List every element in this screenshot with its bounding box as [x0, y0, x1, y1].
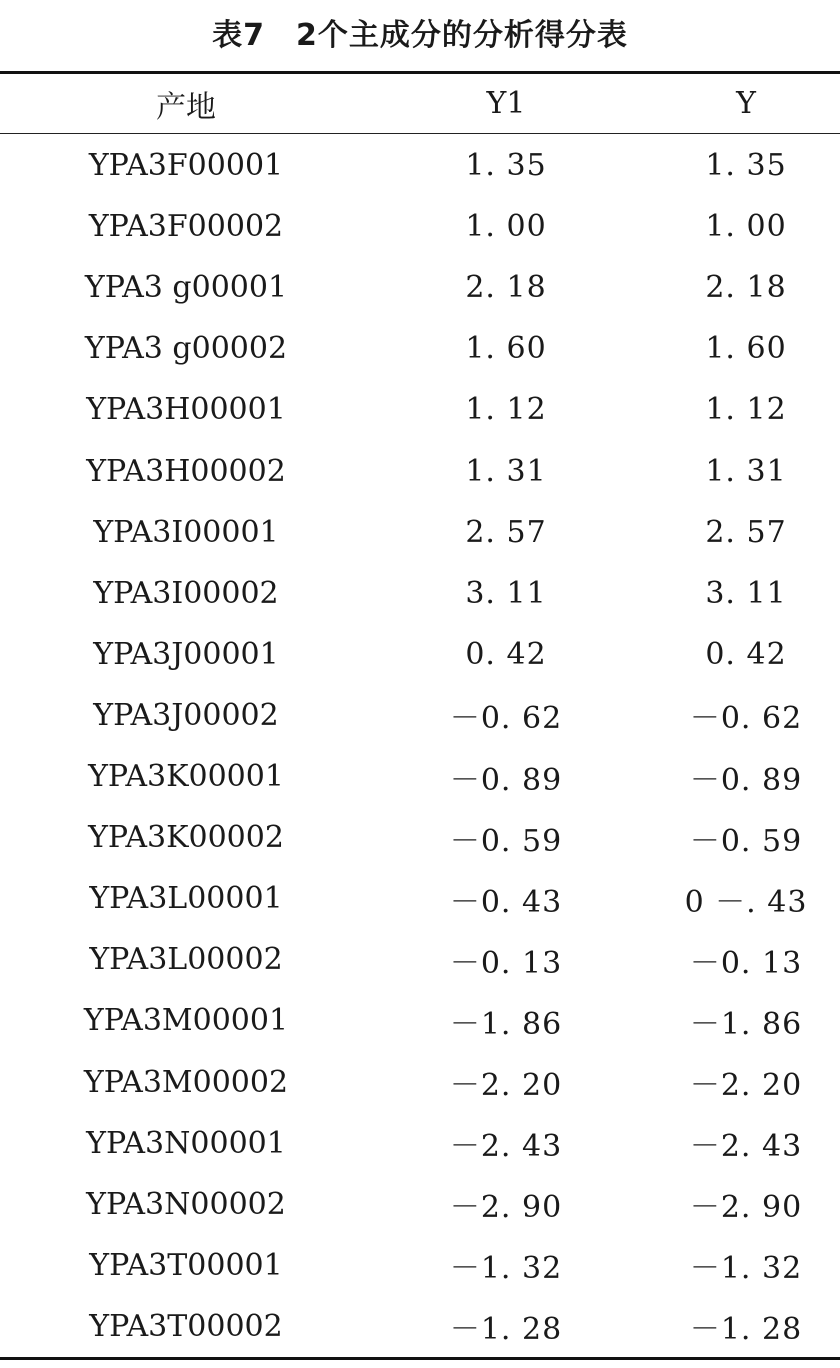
- cell-y1: －2. 43: [449, 1129, 563, 1165]
- cell-y1: －1. 28: [449, 1312, 563, 1348]
- cell-y1: －2. 20: [449, 1068, 563, 1103]
- cell-y1: －1. 32: [449, 1251, 563, 1287]
- cell-origin: YPA3I00001: [93, 514, 279, 550]
- header-rule: [0, 133, 840, 134]
- table-row: [0, 502, 840, 563]
- cell-y: 0. 42: [705, 636, 787, 672]
- cell-origin: YPA3T00001: [89, 1247, 283, 1283]
- bottom-rule: [0, 1357, 840, 1360]
- cell-origin: YPA3N00001: [86, 1125, 286, 1161]
- cell-y1: 3. 11: [465, 575, 547, 611]
- cell-y: －2. 43: [689, 1129, 803, 1165]
- cell-y: 1. 12: [705, 392, 787, 428]
- cell-y1: －0. 62: [449, 701, 563, 737]
- cell-origin: YPA3L00002: [89, 942, 283, 978]
- cell-y: 0 －. 43: [684, 884, 808, 920]
- table-row: [0, 196, 840, 257]
- cell-origin: YPA3M00001: [83, 1003, 289, 1039]
- table-row: [0, 379, 840, 440]
- table-row: [0, 624, 840, 685]
- cell-origin: YPA3J00001: [93, 636, 279, 672]
- cell-y: －0. 89: [689, 762, 803, 798]
- cell-y: －1. 86: [689, 1006, 803, 1042]
- cell-origin: YPA3 g00002: [84, 331, 288, 367]
- table-row: [0, 563, 840, 624]
- table-row: [0, 318, 840, 379]
- cell-origin: YPA3T00002: [89, 1308, 283, 1344]
- header-origin: 产地: [156, 89, 216, 125]
- cell-y1: 0. 42: [465, 636, 547, 672]
- cell-y: 1. 31: [705, 453, 787, 489]
- table-row: [0, 868, 840, 929]
- cell-y1: 1. 60: [465, 331, 547, 367]
- cell-y: 1. 35: [705, 148, 787, 183]
- cell-origin: YPA3L00001: [89, 881, 283, 917]
- cell-origin: YPA3H00002: [86, 453, 286, 489]
- cell-origin: YPA3I00002: [93, 575, 279, 611]
- table-title: 表7 2个主成分的分析得分表: [212, 18, 628, 53]
- table-row: [0, 1174, 840, 1235]
- cell-y: －2. 90: [689, 1190, 803, 1226]
- table-row: [0, 257, 840, 318]
- header-y: Y: [736, 86, 756, 121]
- header-y1: Y1: [486, 86, 526, 121]
- table-row: [0, 1052, 840, 1113]
- table-row: [0, 1113, 840, 1174]
- cell-y1: －0. 59: [449, 823, 563, 859]
- cell-y: －0. 13: [689, 945, 803, 981]
- cell-y: －0. 59: [689, 823, 803, 859]
- cell-y1: 2. 18: [465, 270, 547, 306]
- table-row: [0, 929, 840, 990]
- table-row: [0, 685, 840, 746]
- table-row: [0, 135, 840, 196]
- cell-y1: 1. 12: [465, 392, 547, 428]
- cell-origin: YPA3J00002: [93, 697, 279, 733]
- cell-y: －1. 28: [689, 1312, 803, 1348]
- table-row: [0, 1235, 840, 1296]
- table-row: [0, 1296, 840, 1357]
- cell-y: 3. 11: [705, 575, 787, 611]
- cell-y: －0. 62: [689, 701, 803, 737]
- cell-y: －2. 20: [689, 1068, 803, 1103]
- table-row: [0, 990, 840, 1051]
- cell-y1: 1. 31: [465, 453, 547, 489]
- cell-y1: 1. 00: [465, 209, 547, 245]
- table-row: [0, 807, 840, 868]
- cell-y1: －2. 90: [449, 1190, 563, 1226]
- cell-y: －1. 32: [689, 1251, 803, 1287]
- cell-origin: YPA3H00001: [86, 392, 286, 428]
- cell-origin: YPA3N00002: [86, 1186, 286, 1222]
- cell-y1: －1. 86: [449, 1006, 563, 1042]
- cell-origin: YPA3M00002: [83, 1064, 289, 1100]
- cell-y1: 1. 35: [465, 148, 547, 183]
- cell-y1: －0. 13: [449, 945, 563, 981]
- cell-y1: －0. 89: [449, 762, 563, 798]
- cell-origin: YPA3K00001: [88, 759, 284, 794]
- table-row: [0, 441, 840, 502]
- table-row: [0, 746, 840, 807]
- cell-origin: YPA3 g00001: [84, 270, 288, 306]
- cell-y1: －0. 43: [449, 884, 563, 920]
- cell-y: 1. 00: [705, 209, 787, 245]
- cell-origin: YPA3K00002: [88, 820, 284, 856]
- cell-origin: YPA3F00001: [88, 148, 284, 183]
- table-header: [0, 74, 840, 133]
- cell-y: 2. 18: [705, 270, 787, 306]
- cell-y: 1. 60: [705, 331, 787, 367]
- cell-y1: 2. 57: [465, 514, 547, 550]
- cell-y: 2. 57: [705, 514, 787, 550]
- cell-origin: YPA3F00002: [88, 209, 284, 245]
